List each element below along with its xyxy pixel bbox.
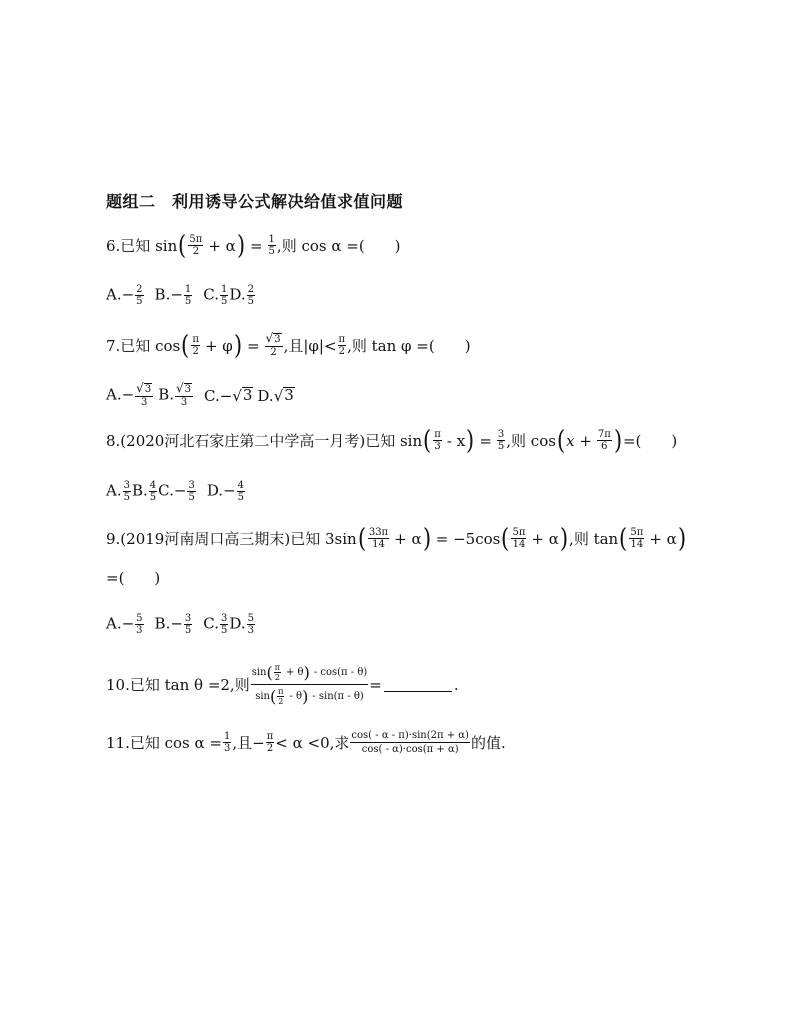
q9-frac-5pi-14-b: $\frac{5\pi}{14}$ [630, 527, 644, 550]
q7-option-d: D. √ 3 [257, 385, 294, 405]
q9-mid: ,则 tan [569, 530, 619, 548]
q9-equals: = −5cos [435, 529, 501, 548]
q6-paren-open: ( [178, 230, 187, 261]
q10-stem-post: = [369, 675, 382, 694]
q7-frac-pi-2: $\frac{\pi}{2}$ [192, 334, 199, 357]
q11-numerator: cos( - α - π)·sin(2π + α) [351, 730, 469, 741]
q6-option-b: B.− $\frac{1}{5}$ [154, 284, 192, 307]
q7-equals: = [246, 336, 260, 355]
q10-big-fraction [251, 663, 369, 706]
q6-option-d: D. $\frac{2}{5}$ [229, 284, 255, 307]
q9-option-b: B.− $\frac{3}{5}$ [154, 613, 192, 636]
q9-plus-alpha-3: + α [649, 529, 677, 548]
q10-answer-blank[interactable] [384, 677, 452, 692]
q11-big-fraction [350, 729, 470, 756]
q6-rhs-frac: $\frac{1}{5}$ [268, 234, 275, 257]
q11-mid2: < α <0,求 [275, 734, 350, 752]
question-11-stem [106, 729, 506, 756]
q8-option-a: A. $\frac{3}{5}$ [106, 480, 130, 503]
q7-bound-frac: $\frac{\pi}{2}$ [338, 334, 346, 357]
q8-frac-7pi-6: $\frac{7\pi}{6}$ [597, 429, 611, 452]
q7-option-a: A.− √ 3 3 [106, 381, 152, 408]
q8-rhs-frac: $\frac{3}{5}$ [497, 429, 505, 452]
q8-option-b: B. $\frac{4}{5}$ [131, 480, 157, 503]
q7-option-b: B. √ 3 3 [158, 381, 192, 408]
q8-option-d: D.− $\frac{4}{5}$ [206, 480, 245, 503]
q10-end: . [453, 675, 459, 694]
question-6-options [106, 284, 256, 307]
q8-equals: = [479, 431, 492, 450]
q10-denominator: sin ( $\frac{\pi}{2}$ - θ ) - sin(π - θ) [255, 687, 364, 706]
question-8-options [106, 480, 246, 503]
q11-value-frac: $\frac{1}{3}$ [224, 731, 231, 754]
q9-frac-33pi-14: $\frac{33\pi}{14}$ [368, 527, 389, 550]
question-8-stem: 8.(2020河北石家庄第二中学高一月考)已知 sin ( $\frac{\pi}{3}$ - x ) = $\frac{3}{5}$ ,则 cos ( x + $\frac{7\pi}{6}$ ) =( ) [106, 425, 678, 456]
q8-mid: ,则 cos [506, 432, 556, 450]
q8-stem-pre: 8.(2020河北石家庄第二中学高一月考)已知 sin [106, 432, 423, 450]
q7-mid: ,且|φ|< [283, 337, 337, 355]
q11-bound-frac: $\frac{\pi}{2}$ [266, 731, 274, 754]
q9-plus-alpha-2: + α [531, 529, 559, 548]
q11-mid: ,且− [232, 734, 265, 752]
question-6-stem [106, 230, 401, 261]
q9-option-d: D. $\frac{5}{3}$ [229, 613, 255, 636]
question-7-options [106, 383, 295, 408]
q8-x-plus: x + [566, 431, 592, 450]
q6-option-c: C. $\frac{1}{5}$ [203, 284, 228, 307]
q6-option-a: A.− $\frac{2}{5}$ [106, 284, 143, 307]
q9-option-a: A.− $\frac{5}{3}$ [106, 613, 143, 636]
question-9-stem-line2: =( ) [106, 569, 161, 587]
q7-stem-post: ,则 tan φ =( ) [347, 337, 471, 355]
question-10-stem [106, 663, 459, 706]
q7-plus-phi: + φ [204, 336, 233, 355]
q6-frac-5pi-2: $\frac{5\pi}{2}$ [189, 234, 203, 257]
question-9-options [106, 613, 256, 636]
q10-stem-pre: 10.已知 tan θ =2,则 [106, 676, 250, 694]
q11-stem-pre: 11.已知 cos α = [106, 734, 222, 752]
q6-stem-post: ,则 cos α =( ) [276, 237, 401, 255]
q6-paren-close: ) [236, 230, 245, 261]
q7-stem-pre: 7.已知 cos [106, 337, 181, 355]
q11-stem-post: 的值. [470, 734, 506, 752]
q8-frac-pi-3: $\frac{\pi}{3}$ [434, 429, 441, 452]
q6-plus-alpha: + α [208, 236, 236, 255]
q11-denominator: cos( - α)·cos(π + α) [361, 744, 459, 755]
q9-option-c: C. $\frac{3}{5}$ [203, 613, 228, 636]
q6-equals: = [249, 236, 263, 255]
q7-rhs-frac: √ 3 2 [265, 331, 281, 358]
q8-option-c: C.− $\frac{3}{5}$ [158, 480, 195, 503]
question-7-stem: 7.已知 cos ( $\frac{\pi}{2}$ + φ ) = √ 3 2 ,且|φ|< $\frac{\pi}{2}$ ,则 tan φ =( ) [106, 330, 471, 361]
q9-frac-5pi-14-a: $\frac{5\pi}{14}$ [512, 527, 526, 550]
question-9-stem: 9.(2019河南周口高三期末)已知 3sin ( $\frac{33\pi}{14}$ + α ) = −5cos ( $\frac{5\pi}{14}$ + α ) ,则 tan ( $\frac{5\pi}{14}$ + α ) [106, 523, 686, 554]
q8-minus-x: - x [446, 431, 466, 450]
q7-option-c: C.− √ 3 [204, 385, 253, 405]
section-heading: 题组二 利用诱导公式解决给值求值问题 [106, 192, 404, 211]
q9-plus-alpha-1: + α [394, 529, 422, 548]
q8-stem-post: =( ) [622, 432, 678, 450]
q6-stem-pre: 6.已知 sin [106, 237, 178, 255]
q9-stem-pre: 9.(2019河南周口高三期末)已知 3sin [106, 530, 357, 548]
q10-numerator: sin ( $\frac{\pi}{2}$ + θ ) - cos(π - θ) [251, 663, 369, 685]
